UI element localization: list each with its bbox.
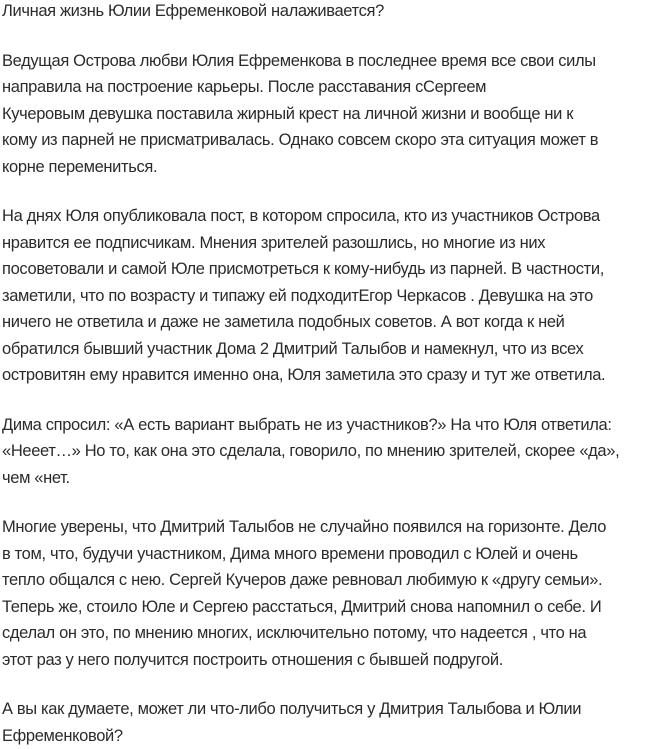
text-line: Многие уверены, что Дмитрий Талыбов не случайно появился на горизонте. Дело [2, 514, 670, 541]
text-line: чем «нет. [2, 465, 670, 492]
text-line: Дима спросил: «А есть вариант выбрать не из участников?» На что Юля ответила: [2, 412, 670, 439]
paragraph-5 [2, 696, 670, 749]
article-title: Личная жизнь Юлии Ефременковой налаживается? [2, 0, 670, 25]
paragraph-2 [2, 203, 670, 389]
text-line: заметили, что по возрасту и типажу ей подходитЕгор Черкасов . Девушка на это [2, 283, 670, 310]
text-line: кому из парней не присматривалась. Однако совсем скоро эта ситуация может в [2, 127, 670, 154]
text-line: На днях Юля опубликовала пост, в котором спросила, кто из участников Острова [2, 203, 670, 230]
text-line: островитян ему нравится именно она, Юля заметила это сразу и тут же ответила. [2, 362, 670, 389]
paragraph-3 [2, 412, 670, 492]
text-line: А вы как думаете, может ли что-либо получиться у Дмитрия Талыбова и Юлии [2, 696, 670, 723]
text-line: «Нееет…» Но то, как она это сделала, говорило, по мнению зрителей, скорее «да», [2, 438, 670, 465]
text-line: ничего не ответила и даже не заметила подобных советов. А вот когда к ней [2, 309, 670, 336]
text-line: в том, что, будучи участником, Дима много времени проводил с Юлей и очень [2, 541, 670, 568]
text-line: посоветовали и самой Юле присмотреться к кому-нибудь из парней. В частности, [2, 256, 670, 283]
text-line: корне перемениться. [2, 154, 670, 181]
text-line: сделал он это, по мнению многих, исключительно потому, что надеется , что на [2, 620, 670, 647]
text-line: направила на построение карьеры. После расставания сСергеем [2, 74, 670, 101]
text-line: Кучеровым девушка поставила жирный крест на личной жизни и вообще ни к [2, 101, 670, 128]
paragraph-1 [2, 48, 670, 181]
text-line: Ефременковой? [2, 723, 670, 749]
text-line: нравится ее подписчикам. Мнения зрителей разошлись, но многие из них [2, 230, 670, 257]
text-line: обратился бывший участник Дома 2 Дмитрий Талыбов и намекнул, что из всех [2, 336, 670, 363]
paragraph-4 [2, 514, 670, 673]
text-line: тепло общался с нею. Сергей Кучеров даже ревновал любимую к «другу семьи». [2, 567, 670, 594]
text-line: Ведущая Острова любви Юлия Ефременкова в последнее время все свои силы [2, 48, 670, 75]
text-line: Теперь же, стоило Юле и Сергею расстаться, Дмитрий снова напомнил о себе. И [2, 594, 670, 621]
text-line: этот раз у него получится построить отношения с бывшей подругой. [2, 647, 670, 674]
